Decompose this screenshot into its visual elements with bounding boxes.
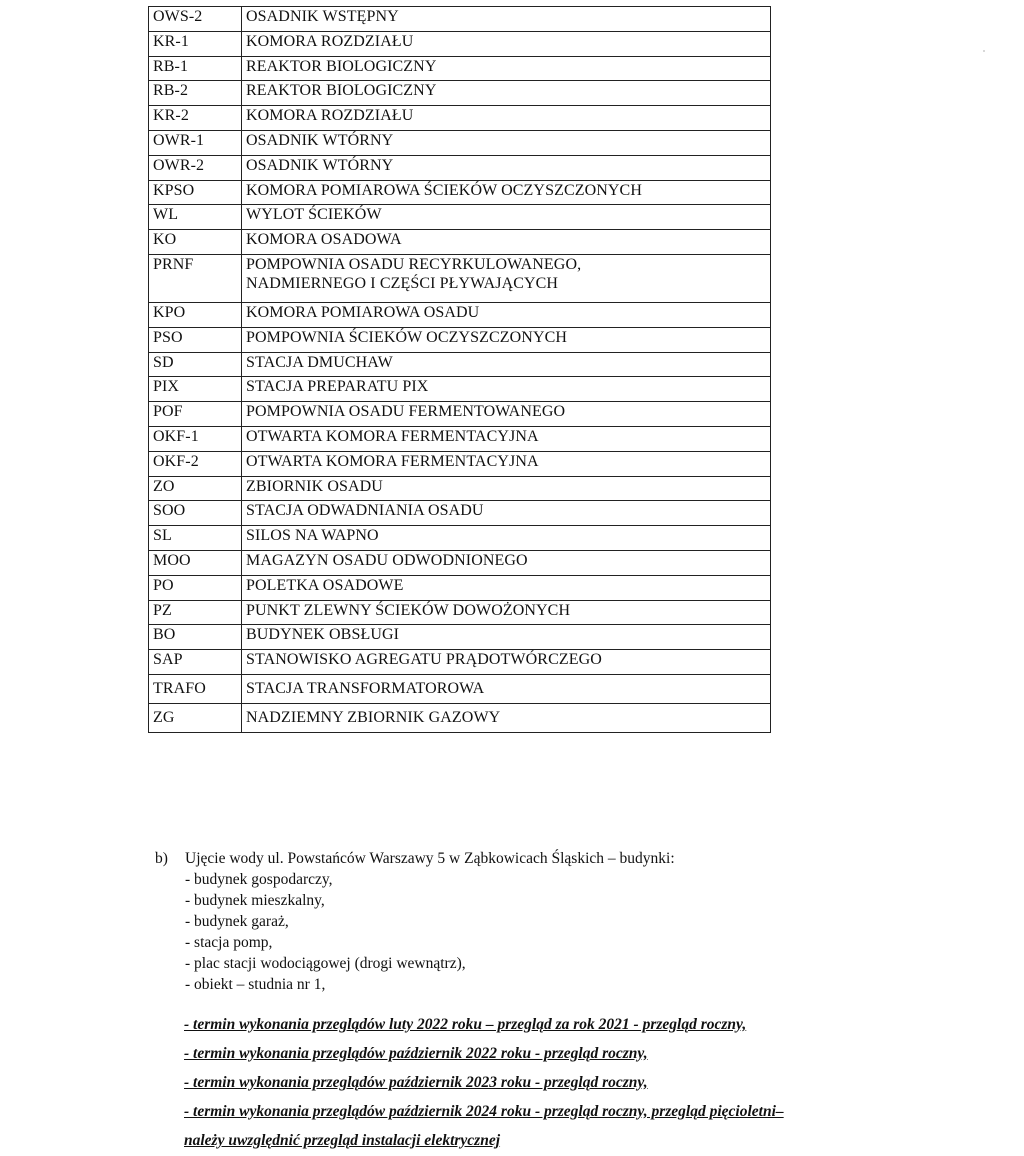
object-name-line: PUNKT ZLEWNY ŚCIEKÓW DOWOŻONYCH bbox=[246, 601, 571, 619]
table-row bbox=[149, 155, 771, 180]
object-name-cell bbox=[242, 703, 771, 732]
object-name-line: STACJA DMUCHAW bbox=[246, 353, 393, 371]
table-row bbox=[149, 352, 771, 377]
object-name-line: MAGAZYN OSADU ODWODNIONEGO bbox=[246, 551, 528, 569]
object-code-cell: OWR-2 bbox=[149, 155, 242, 180]
building-item: - budynek gospodarczy, bbox=[185, 871, 333, 888]
object-name-cell bbox=[242, 31, 771, 56]
object-name-cell bbox=[242, 451, 771, 476]
table-row bbox=[149, 625, 771, 650]
table-row bbox=[149, 31, 771, 56]
object-code-cell: KR-2 bbox=[149, 106, 242, 131]
object-name-cell bbox=[242, 402, 771, 427]
object-name-cell bbox=[242, 476, 771, 501]
table-row bbox=[149, 130, 771, 155]
deadline-line: - termin wykonania przeglądów październik 2022 roku - przegląd roczny, bbox=[184, 1045, 648, 1062]
object-name-line: KOMORA ROZDZIAŁU bbox=[246, 107, 414, 125]
object-name-line: STACJA TRANSFORMATOROWA bbox=[246, 679, 485, 697]
table-row bbox=[149, 205, 771, 230]
object-code-cell: PRNF bbox=[149, 254, 242, 302]
object-code-cell: MOO bbox=[149, 550, 242, 575]
table-row bbox=[149, 526, 771, 551]
table-row bbox=[149, 426, 771, 451]
object-code-cell: TRAFO bbox=[149, 674, 242, 703]
object-name-line: BUDYNEK OBSŁUGI bbox=[246, 626, 400, 644]
object-code-cell: KPSO bbox=[149, 180, 242, 205]
object-code-cell: SOO bbox=[149, 501, 242, 526]
table-row bbox=[149, 575, 771, 600]
object-name-cell bbox=[242, 575, 771, 600]
object-code-cell: SD bbox=[149, 352, 242, 377]
object-name-line: OSADNIK WSTĘPNY bbox=[246, 8, 399, 25]
section-b-marker: b) bbox=[155, 850, 168, 867]
object-name-cell bbox=[242, 550, 771, 575]
object-name-line: NADZIEMNY ZBIORNIK GAZOWY bbox=[246, 708, 501, 726]
object-name-cell bbox=[242, 230, 771, 255]
object-code-cell: KR-1 bbox=[149, 31, 242, 56]
section-b-heading-line bbox=[155, 848, 675, 869]
table-row bbox=[149, 377, 771, 402]
object-name-cell bbox=[242, 526, 771, 551]
object-name-cell bbox=[242, 254, 771, 302]
object-name-line: POMPOWNIA ŚCIEKÓW OCZYSZCZONYCH bbox=[246, 328, 568, 346]
object-name-cell bbox=[242, 426, 771, 451]
object-name-line: OTWARTA KOMORA FERMENTACYJNA bbox=[246, 427, 539, 445]
deadline-line: - termin wykonania przeglądów luty 2022 roku – przegląd za rok 2021 - przegląd roczny, bbox=[184, 1016, 747, 1033]
object-name-line: REAKTOR BIOLOGICZNY bbox=[246, 57, 437, 75]
object-code-cell: PZ bbox=[149, 600, 242, 625]
object-code-cell: SAP bbox=[149, 650, 242, 675]
object-name-cell bbox=[242, 625, 771, 650]
object-name-line: NADMIERNEGO I CZĘŚCI PŁYWAJĄCYCH bbox=[246, 274, 559, 292]
object-name-cell bbox=[242, 352, 771, 377]
object-code-cell: OWR-1 bbox=[149, 130, 242, 155]
table-row bbox=[149, 451, 771, 476]
object-code-cell: OKF-1 bbox=[149, 426, 242, 451]
object-code-cell: PO bbox=[149, 575, 242, 600]
table-row bbox=[149, 230, 771, 255]
object-code-cell: RB-1 bbox=[149, 56, 242, 81]
table-row bbox=[149, 180, 771, 205]
object-name-line: POMPOWNIA OSADU RECYRKULOWANEGO, bbox=[246, 255, 582, 273]
table-row bbox=[149, 674, 771, 703]
table-row bbox=[149, 106, 771, 131]
object-name-cell bbox=[242, 302, 771, 327]
object-code-cell: SL bbox=[149, 526, 242, 551]
table-row bbox=[149, 302, 771, 327]
table-row bbox=[149, 81, 771, 106]
building-item: - stacja pomp, bbox=[185, 934, 273, 951]
table-row bbox=[149, 703, 771, 732]
section-b bbox=[155, 848, 675, 995]
object-name-line: OSADNIK WTÓRNY bbox=[246, 156, 394, 174]
inspection-deadlines bbox=[184, 1010, 784, 1155]
object-name-cell bbox=[242, 600, 771, 625]
object-code-cell: ZG bbox=[149, 703, 242, 732]
object-code-cell: KPO bbox=[149, 302, 242, 327]
object-name-cell bbox=[242, 327, 771, 352]
table-row bbox=[149, 7, 771, 32]
deadline-line: - termin wykonania przeglądów październik 2023 roku - przegląd roczny, bbox=[184, 1074, 648, 1091]
object-name-cell bbox=[242, 106, 771, 131]
object-name-line: KOMORA OSADOWA bbox=[246, 231, 402, 249]
object-name-line: WYLOT ŚCIEKÓW bbox=[246, 206, 382, 224]
table-row bbox=[149, 254, 771, 302]
object-name-cell bbox=[242, 650, 771, 675]
object-code-cell: PIX bbox=[149, 377, 242, 402]
object-name-cell bbox=[242, 501, 771, 526]
object-name-cell bbox=[242, 7, 771, 32]
deadline-line: - termin wykonania przeglądów październik 2024 roku - przegląd roczny, przegląd pięcioletni– bbox=[184, 1103, 784, 1120]
object-name-cell bbox=[242, 130, 771, 155]
object-name-line: POLETKA OSADOWE bbox=[246, 576, 404, 594]
object-name-line: KOMORA POMIAROWA ŚCIEKÓW OCZYSZCZONYCH bbox=[246, 181, 642, 199]
section-b-heading: Ujęcie wody ul. Powstańców Warszawy 5 w Ząbkowicach Śląskich – budynki: bbox=[185, 850, 675, 867]
object-code-cell: WL bbox=[149, 205, 242, 230]
object-name-cell bbox=[242, 56, 771, 81]
object-name-line: STACJA ODWADNIANIA OSADU bbox=[246, 502, 484, 520]
table-row bbox=[149, 402, 771, 427]
object-name-line: OSADNIK WTÓRNY bbox=[246, 131, 394, 149]
object-name-line: STACJA PREPARATU PIX bbox=[246, 378, 429, 396]
object-name-line: REAKTOR BIOLOGICZNY bbox=[246, 82, 437, 100]
object-name-cell bbox=[242, 81, 771, 106]
object-name-cell bbox=[242, 155, 771, 180]
object-name-line: OTWARTA KOMORA FERMENTACYJNA bbox=[246, 452, 539, 470]
table-row bbox=[149, 476, 771, 501]
object-name-line: POMPOWNIA OSADU FERMENTOWANEGO bbox=[246, 403, 566, 421]
object-code-cell: BO bbox=[149, 625, 242, 650]
object-name-cell bbox=[242, 377, 771, 402]
object-name-cell bbox=[242, 674, 771, 703]
object-code-cell: POF bbox=[149, 402, 242, 427]
object-name-cell bbox=[242, 205, 771, 230]
object-name-line: SILOS NA WAPNO bbox=[246, 527, 379, 545]
object-code-cell: OWS-2 bbox=[149, 7, 242, 32]
table-row bbox=[149, 327, 771, 352]
object-code-cell: ZO bbox=[149, 476, 242, 501]
object-name-line: STANOWISKO AGREGATU PRĄDOTWÓRCZEGO bbox=[246, 651, 602, 669]
objects-table-body bbox=[149, 7, 771, 733]
objects-table bbox=[148, 6, 771, 733]
building-item: - obiekt – studnia nr 1, bbox=[185, 976, 326, 993]
deadline-line: należy uwzględnić przegląd instalacji elektrycznej bbox=[184, 1132, 501, 1149]
table-row bbox=[149, 56, 771, 81]
object-code-cell: PSO bbox=[149, 327, 242, 352]
scan-speck bbox=[983, 50, 985, 52]
object-code-cell: RB-2 bbox=[149, 81, 242, 106]
object-code-cell: OKF-2 bbox=[149, 451, 242, 476]
building-item: - budynek mieszkalny, bbox=[185, 892, 325, 909]
object-name-line: KOMORA ROZDZIAŁU bbox=[246, 32, 414, 50]
building-item: - budynek garaż, bbox=[185, 913, 289, 930]
building-item: - plac stacji wodociągowej (drogi wewnątrz), bbox=[185, 955, 466, 972]
table-row bbox=[149, 550, 771, 575]
table-row bbox=[149, 600, 771, 625]
object-name-line: KOMORA POMIAROWA OSADU bbox=[246, 303, 480, 321]
table-row bbox=[149, 501, 771, 526]
table-row bbox=[149, 650, 771, 675]
object-name-line: ZBIORNIK OSADU bbox=[246, 477, 383, 495]
object-name-cell bbox=[242, 180, 771, 205]
buildings-list bbox=[155, 869, 675, 995]
object-code-cell: KO bbox=[149, 230, 242, 255]
